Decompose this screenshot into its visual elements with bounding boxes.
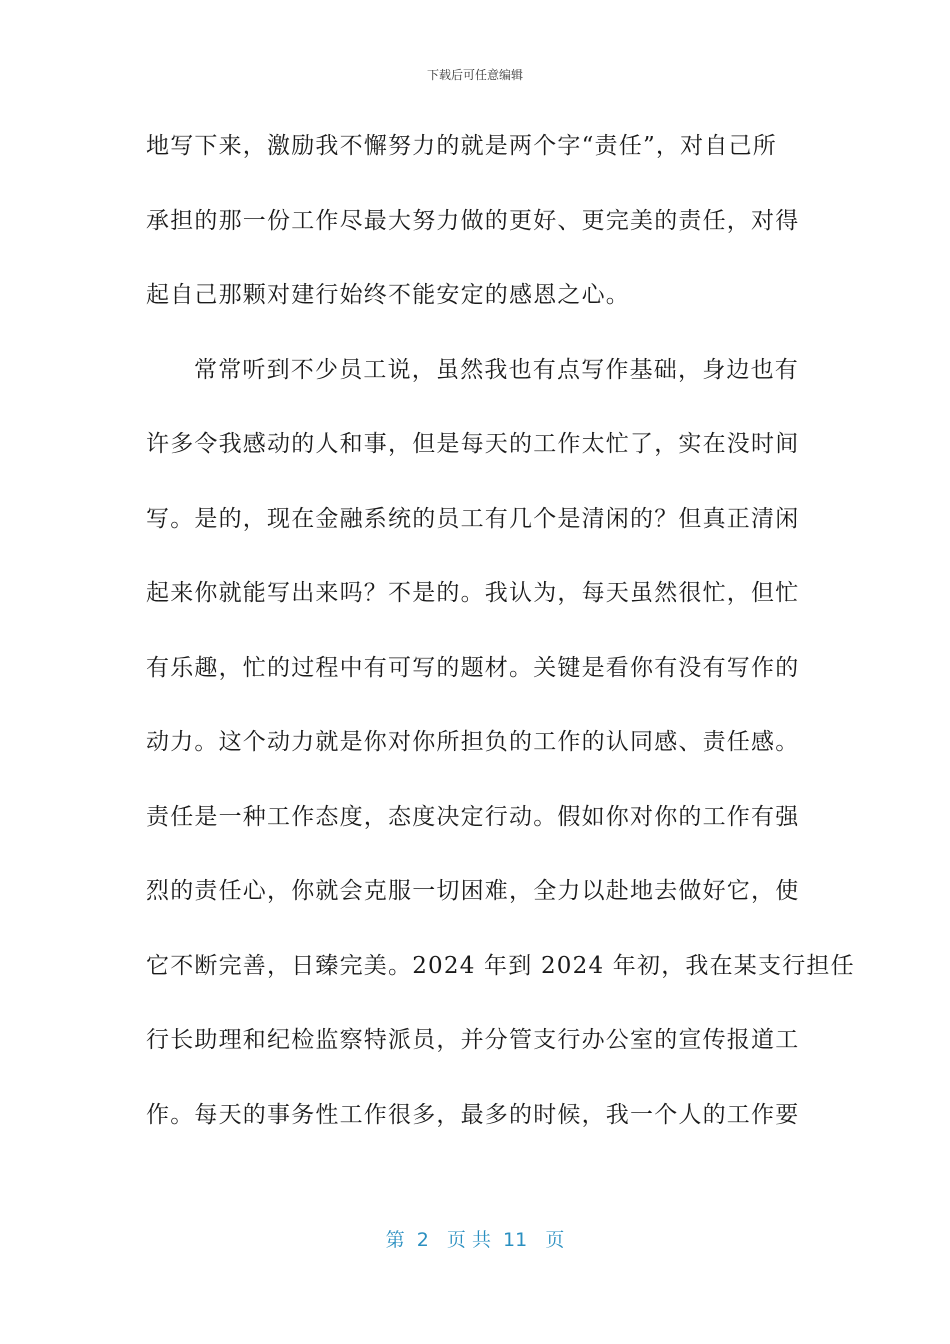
text-line: 作。每天的事务性工作很多，最多的时候，我一个人的工作要 (146, 1101, 800, 1128)
text-line: 许多令我感动的人和事，但是每天的工作太忙了，实在没时间 (146, 431, 800, 457)
text-line: 承担的那一份工作尽最大努力做的更好、更完美的责任，对得 (146, 207, 800, 234)
page-header: 下载后可任意编辑 (426, 68, 523, 82)
text-line: 地写下来，激励我不懈努力的就是两个字“责任”，对自己所 (146, 133, 777, 159)
text-line: 责任是一种工作态度，态度决定行动。假如你对你的工作有强 (146, 803, 800, 830)
text-line: 动力。这个动力就是你对你所担负的工作的认同感、责任感。 (146, 729, 800, 755)
text-line: 它不断完善，日臻完美。2024 年到 2024 年初，我在某支行担任 (146, 952, 855, 979)
text-line: 起来你就能写出来吗？不是的。我认为，每天虽然很忙，但忙 (146, 580, 800, 606)
paragraph-start-line: 常常听到不少员工说，虽然我也有点写作基础，身边也有 (194, 356, 799, 383)
text-line: 有乐趣，忙的过程中有可写的题材。关键是看你有没有写作的 (146, 654, 800, 681)
page-number-footer: 第 2 页 共 11 页 (385, 1229, 565, 1251)
text-line: 烈的责任心，你就会克服一切困难，全力以赴地去做好它，使 (146, 878, 800, 904)
text-line: 行长助理和纪检监察特派员，并分管支行办公室的宣传报道工 (146, 1027, 800, 1053)
document-body (146, 123, 855, 1166)
text-line: 起自己那颗对建行始终不能安定的感恩之心。 (146, 282, 630, 308)
text-line: 写。是的，现在金融系统的员工有几个是清闲的？但真正清闲 (146, 505, 800, 532)
